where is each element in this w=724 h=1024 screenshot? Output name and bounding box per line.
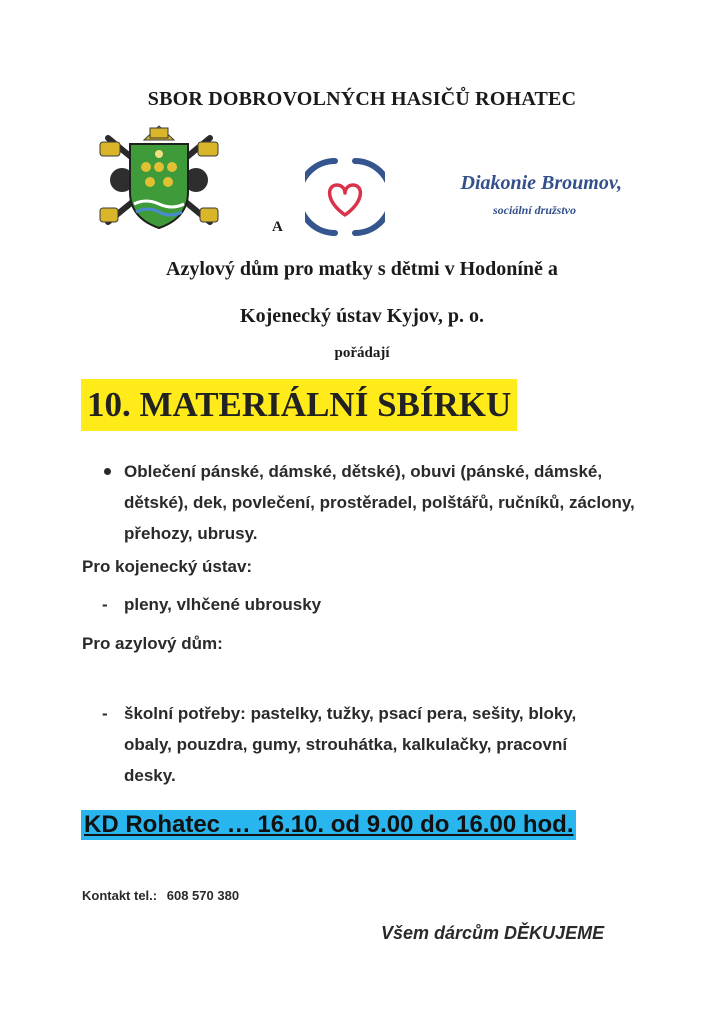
list-item bbox=[100, 698, 614, 791]
thanks-line: Všem dárcům DĚKUJEME bbox=[381, 923, 605, 943]
organizer-line-2: Kojenecký ústav Kyjov, p. o. bbox=[240, 305, 484, 327]
conjunction-label: A bbox=[272, 219, 283, 235]
organizer-title: SBOR DOBROVOLNÝCH HASIČŮ ROHATEC bbox=[147, 88, 577, 110]
diakonie-subtitle: sociální družstvo bbox=[492, 203, 576, 217]
contact-label: Kontakt tel.: bbox=[82, 888, 158, 903]
list-item bbox=[100, 456, 660, 549]
heart-logo-icon bbox=[305, 153, 385, 241]
infant-item-text: pleny, vlhčené ubrousky bbox=[124, 595, 322, 614]
general-items-text: Oblečení pánské, dámské, dětské), obuvi (pánské, dámské, dětské), dek, povlečení, prostěradel, polštářů, ručníků, záclony, přehozy, ubrusy. bbox=[124, 462, 635, 543]
bullet-icon bbox=[104, 468, 111, 475]
headline-banner: 10. MATERIÁLNÍ SBÍRKU bbox=[81, 379, 517, 431]
dash-marker: - bbox=[102, 595, 108, 614]
organizer-verb: pořádají bbox=[334, 345, 390, 361]
shelter-item-text: školní potřeby: pastelky, tužky, psací pera, sešity, bloky, obaly, pouzdra, gumy, strouhátka, kalkulačky, pracovní desky. bbox=[124, 704, 577, 785]
contact-line bbox=[82, 888, 245, 903]
list-item bbox=[100, 589, 684, 620]
shelter-section-title: Pro azylový dům: bbox=[82, 634, 223, 653]
diakonie-name: Diakonie Broumov, bbox=[460, 172, 622, 194]
dash-marker: - bbox=[102, 704, 108, 723]
firefighter-emblem-icon bbox=[98, 122, 220, 234]
event-banner: KD Rohatec … 16.10. od 9.00 do 16.00 hod. bbox=[81, 810, 576, 840]
contact-phone: 608 570 380 bbox=[166, 888, 240, 903]
organizer-line-1: Azylový dům pro matky s dětmi v Hodoníně a bbox=[166, 258, 558, 280]
donation-list bbox=[100, 456, 660, 549]
infant-section-title: Pro kojenecký ústav: bbox=[82, 557, 253, 576]
